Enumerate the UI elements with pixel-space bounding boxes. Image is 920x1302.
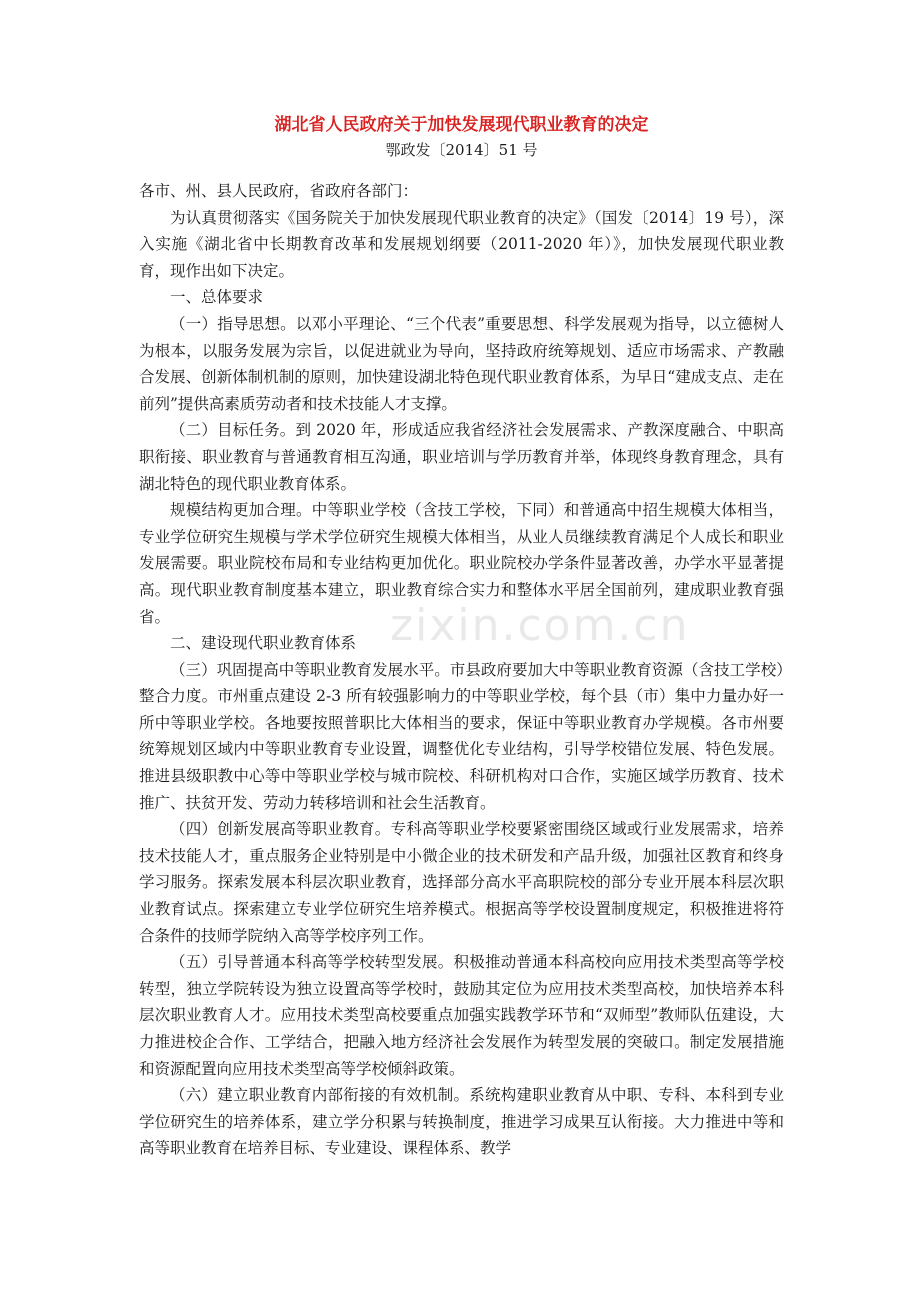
document-page (139, 112, 784, 1162)
document-title: 湖北省人民政府关于加快发展现代职业教育的决定 (274, 115, 649, 135)
paragraph-undergraduate-transition: （五）引导普通本科高等学校转型发展。积极推动普通本科高校向应用技术类型高等学校转型，独立学院转设为独立设置高等学校时，鼓励其定位为应用技术类型高校，加快培养本科层次职业教育人才。应用技术类型高校要重点加强实践教学环节和“双师型”教师队伍建设，大力推进校企合作、工学结合，把融入地方经济社会发展作为转型发展的突破口。制定发展措施和资源配置向应用技术类型高等学校倾斜政策。 (139, 953, 784, 1078)
salutation: 各市、州、县人民政府，省政府各部门： (139, 182, 419, 200)
document-number: 鄂政发〔2014〕51 号 (385, 141, 538, 159)
paragraph-structure: 规模结构更加合理。中等职业学校（含技工学校，下同）和普通高中招生规模大体相当，专业学位研究生规模与学术学位研究生规模大体相当，从业人员继续教育满足个人成长和职业发展需要。职业院校布局和专业结构更加优化。职业院校办学条件显著改善，办学水平显著提高。现代职业教育制度基本建立，职业教育综合实力和整体水平居全国前列，建成职业教育强省。 (139, 501, 784, 626)
section-heading-1: 一、总体要求 (170, 288, 264, 307)
watermark: zixin.com.cn (390, 600, 690, 651)
section-heading-2: 二、建设现代职业教育体系 (170, 634, 357, 653)
paragraph-preamble: 为认真贯彻落实《国务院关于加快发展现代职业教育的决定》（国发〔2014〕19 号），深入实施《湖北省中长期教育改革和发展规划纲要（2011-2020 年）》，加快发展现代职业教育，现作出如下决定。 (139, 208, 784, 280)
paragraph-higher-vocational: （四）创新发展高等职业教育。专科高等职业学校要紧密围绕区域或行业发展需求，培养技术技能人才，重点服务企业特别是中小微企业的技术研发和产品升级，加强社区教育和终身学习服务。探索发展本科层次职业教育，选择部分高水平高职院校的部分专业开展本科层次职业教育试点。探索建立专业学位研究生培养模式。根据高等学校设置制度规定，积极推进将符合条件的技师学院纳入高等学校序列工作。 (139, 820, 784, 945)
paragraph-goals: （二）目标任务。到 2020 年，形成适应我省经济社会发展需求、产教深度融合、中职高职衔接、职业教育与普通教育相互沟通，职业培训与学历教育并举，体现终身教育理念，具有湖北特色的现代职业教育体系。 (139, 421, 784, 493)
paragraph-secondary-vocational: （三）巩固提高中等职业教育发展水平。市县政府要加大中等职业教育资源（含技工学校）整合力度。市州重点建设 2-3 所有较强影响力的中等职业学校，每个县（市）集中力量办好一所中等职业学校。各地要按照普职比大体相当的要求，保证中等职业教育办学规模。各市州要统筹规划区域内中等职业教育专业设置，调整优化专业结构，引导学校错位发展、特色发展。推进县级职教中心等中等职业学校与城市院校、科研机构对口合作，实施区域学历教育、技术推广、扶贫开发、劳动力转移培训和社会生活教育。 (139, 660, 784, 812)
paragraph-guiding-ideology: （一）指导思想。以邓小平理论、“三个代表”重要思想、科学发展观为指导，以立德树人为根本，以服务发展为宗旨，以促进就业为导向，坚持政府统筹规划、适应市场需求、产教融合发展、创新体制机制的原则，加快建设湖北特色现代职业教育体系，为早日“建成支点、走在前列”提供高素质劳动者和技术技能人才支撑。 (139, 314, 784, 413)
paragraph-internal-linkage: （六）建立职业教育内部衔接的有效机制。系统构建职业教育从中职、专科、本科到专业学位研究生的培养体系，建立学分积累与转换制度，推进学习成果互认衔接。大力推进中等和高等职业教育在培养目标、专业建设、课程体系、教学 (139, 1086, 784, 1158)
